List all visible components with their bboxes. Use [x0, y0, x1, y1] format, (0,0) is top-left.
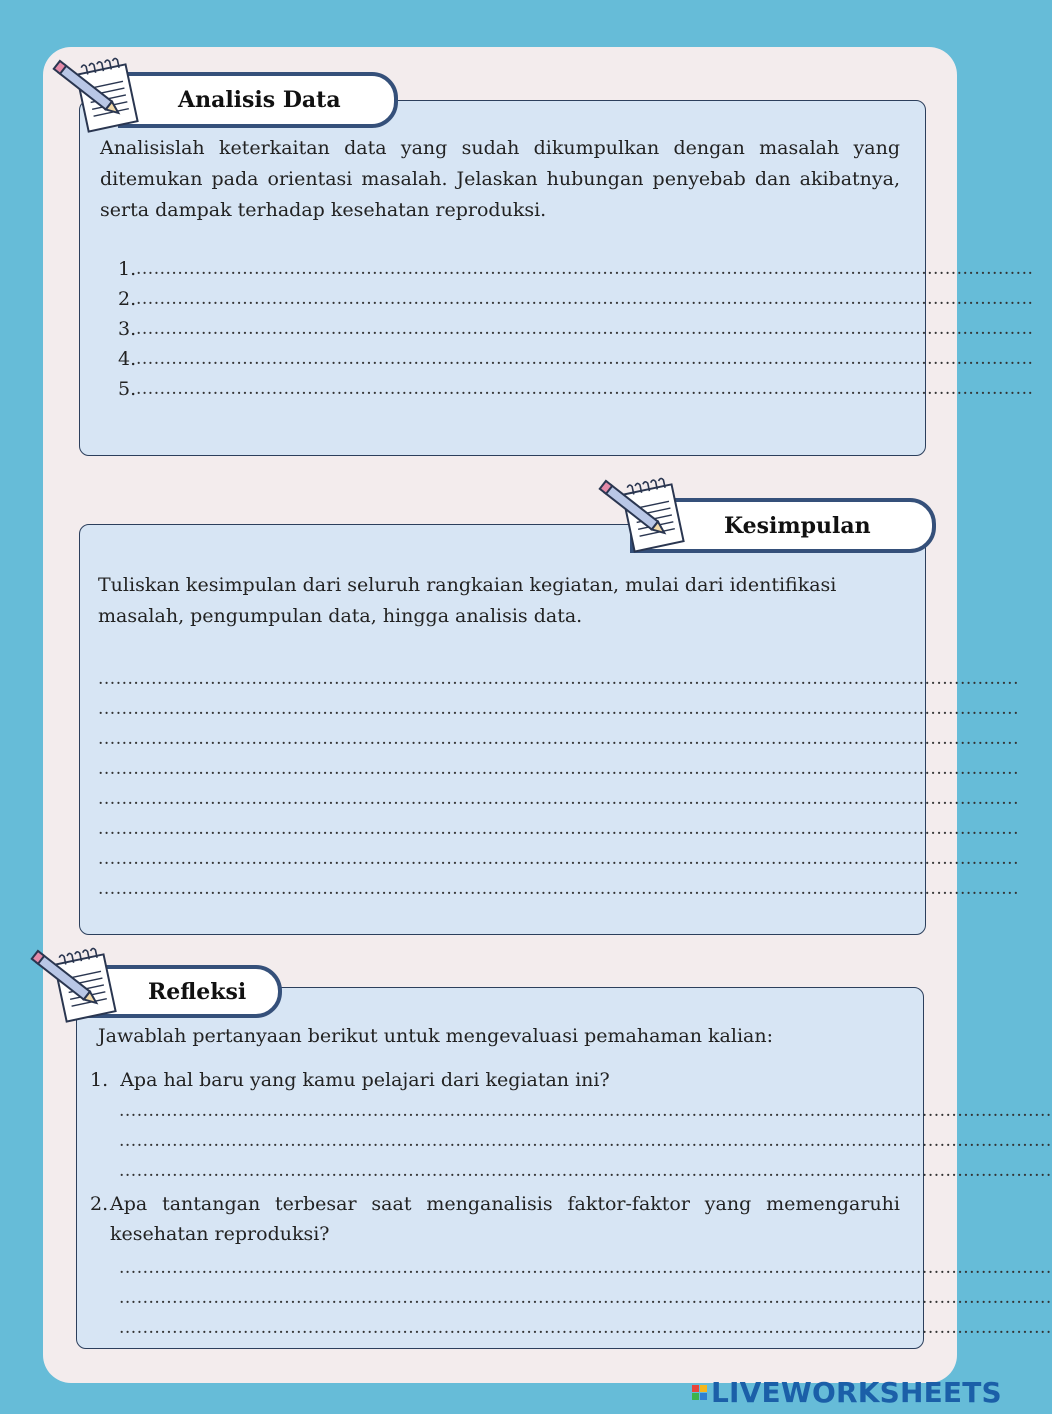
answer-dots: ........................................................................................................................................................ [136, 289, 1034, 309]
answer-dots: ........................................................................................................................................................ [136, 379, 1034, 399]
logo-square [700, 1385, 707, 1392]
answer-line[interactable]: ............................................................................................................................................................ [98, 849, 1019, 869]
analisis-line-4[interactable] [118, 344, 1034, 374]
refleksi-answer-1[interactable] [119, 1096, 1052, 1186]
analisis-line-3[interactable] [118, 314, 1034, 344]
analisis-line-2[interactable] [118, 284, 1034, 314]
question-number: 1. [90, 1069, 109, 1091]
question-text: Apa hal baru yang kamu pelajari dari kegiatan ini? [120, 1069, 610, 1091]
answer-line[interactable]: .............................................................................................................................................................. [119, 1288, 1052, 1308]
line-number: 4. [118, 348, 137, 370]
answer-dots: ........................................................................................................................................................ [136, 349, 1034, 369]
analisis-title: Analisis Data [178, 87, 341, 113]
kesimpulan-instruction: Tuliskan kesimpulan dari seluruh rangkaian kegiatan, mulai dari identifikasi masalah, pengumpulan data, hingga analisis data. [98, 574, 837, 627]
line-number: 3. [118, 318, 137, 340]
refleksi-title: Refleksi [148, 978, 247, 1005]
refleksi-answer-2[interactable] [119, 1253, 1052, 1343]
answer-line[interactable]: .............................................................................................................................................................. [119, 1131, 1052, 1151]
answer-line[interactable]: .............................................................................................................................................................. [119, 1318, 1052, 1338]
answer-dots: ........................................................................................................................................................ [136, 319, 1034, 339]
answer-line[interactable]: ............................................................................................................................................................ [98, 729, 1019, 749]
question-number: 2. [90, 1193, 109, 1215]
liveworksheets-logo-icon [692, 1385, 707, 1400]
logo-square [700, 1393, 707, 1400]
analisis-line-5[interactable] [118, 374, 1034, 404]
answer-dots: ........................................................................................................................................................ [136, 259, 1034, 279]
liveworksheets-logo[interactable] [692, 1376, 1002, 1408]
answer-line[interactable]: .............................................................................................................................................................. [119, 1161, 1052, 1181]
kesimpulan-title: Kesimpulan [724, 512, 871, 539]
refleksi-question-2 [90, 1189, 900, 1249]
logo-square [692, 1385, 699, 1392]
notepad-pencil-icon [30, 948, 122, 1026]
answer-line[interactable]: ............................................................................................................................................................ [98, 819, 1019, 839]
answer-line[interactable]: .............................................................................................................................................................. [119, 1101, 1052, 1121]
analisis-instruction: Analisislah keterkaitan data yang sudah dikumpulkan dengan masalah yang ditemukan pada orientasi masalah. Jelaskan hubungan penyebab dan akibatnya, serta dampak terhadap kesehatan reproduksi. [100, 137, 900, 221]
liveworksheets-logo-text: LIVEWORKSHEETS [711, 1375, 1002, 1409]
kesimpulan-answer-area[interactable] [98, 664, 1019, 904]
notepad-pencil-icon [598, 478, 690, 556]
refleksi-instruction: Jawablah pertanyaan berikut untuk mengevaluasi pemahaman kalian: [98, 1025, 773, 1047]
answer-line[interactable]: ............................................................................................................................................................ [98, 669, 1019, 689]
answer-line[interactable]: ............................................................................................................................................................ [98, 759, 1019, 779]
answer-line[interactable]: ............................................................................................................................................................ [98, 789, 1019, 809]
line-number: 5. [118, 378, 137, 400]
analisis-title-tab [118, 72, 398, 128]
notepad-pencil-icon [52, 58, 144, 136]
question-text: Apa tantangan terbesar saat menganalisis faktor-faktor yang memengaruhi kesehatan reproduksi? [110, 1193, 900, 1245]
answer-line[interactable]: ............................................................................................................................................................ [98, 879, 1019, 899]
line-number: 2. [118, 288, 137, 310]
answer-line[interactable]: ............................................................................................................................................................ [98, 699, 1019, 719]
line-number: 1. [118, 258, 137, 280]
answer-line[interactable]: .............................................................................................................................................................. [119, 1258, 1052, 1278]
refleksi-question-1 [90, 1065, 900, 1095]
logo-square [692, 1393, 699, 1400]
analisis-line-1[interactable] [118, 254, 1034, 284]
